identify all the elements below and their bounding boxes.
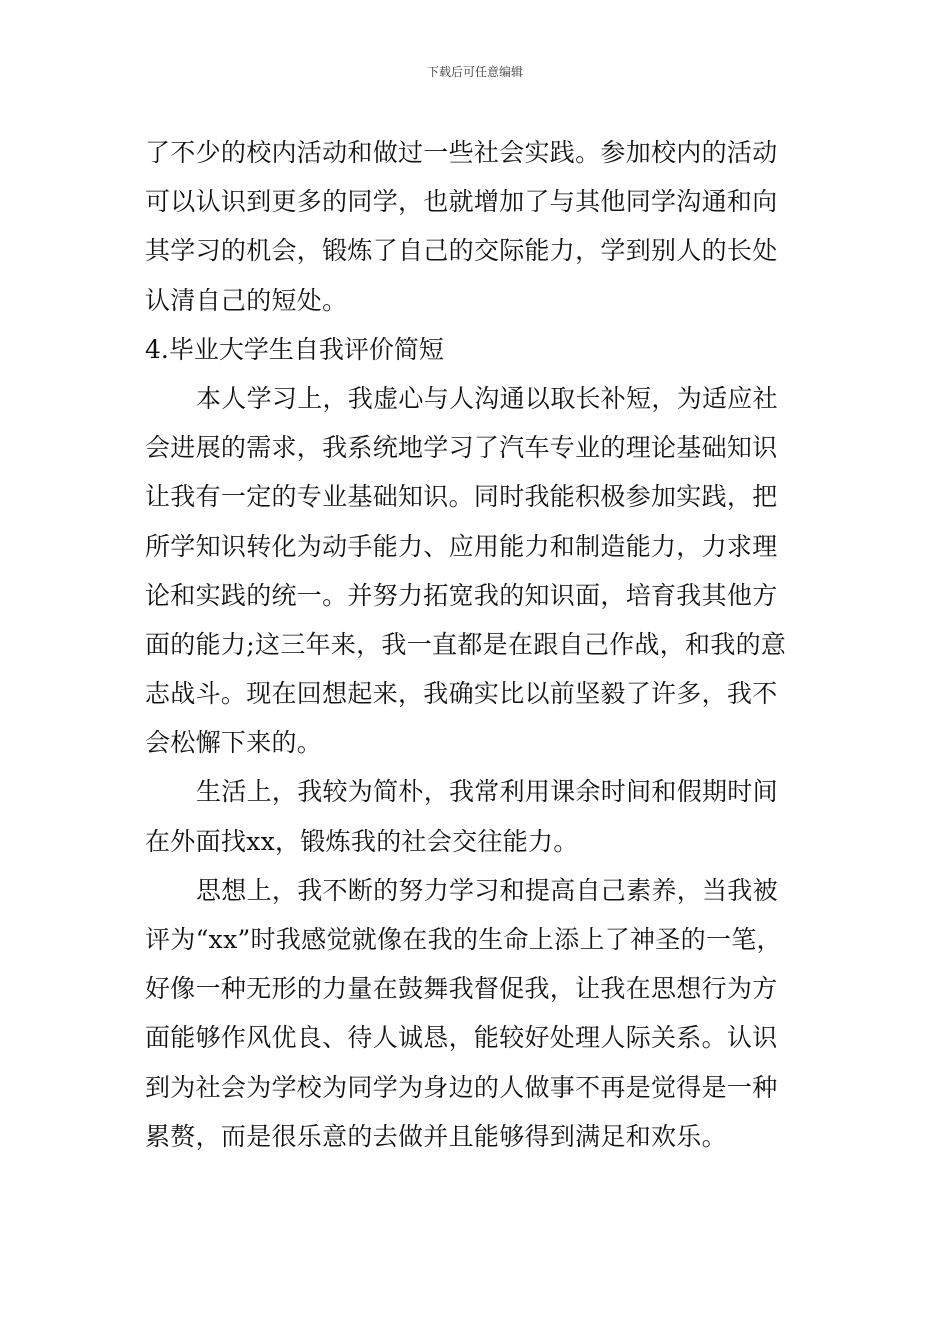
text-line: 累赘，而是很乐意的去做并且能够得到满足和欢乐。 [145, 1121, 727, 1151]
text-line: 到为社会为学校为同学为身边的人做事不再是觉得是一种 [145, 1072, 778, 1102]
text-line: 生活上，我较为简朴，我常利用课余时间和假期时间 [196, 777, 778, 807]
text-line: 志战斗。现在回想起来，我确实比以前坚毅了许多，我不 [145, 679, 778, 709]
text-line: 可以认识到更多的同学，也就增加了与其他同学沟通和向 [145, 187, 778, 217]
text-line: 让我有一定的专业基础知识。同时我能积极参加实践，把 [145, 482, 778, 512]
document-body [145, 128, 817, 1161]
section-heading: 4.毕业大学生自我评价简短 [145, 334, 444, 364]
text-line: 面的能力;这三年来，我一直都是在跟自己作战，和我的意 [145, 629, 787, 659]
text-line: 认清自己的短处。 [145, 285, 348, 315]
text-line: 会进展的需求，我系统地学习了汽车专业的理论基础知识 [145, 433, 778, 463]
text-line: 在外面找xx，锻炼我的社会交往能力。 [145, 826, 579, 856]
text-line: 评为“xx”时我感觉就像在我的生命上添上了神圣的一笔， [145, 925, 782, 954]
text-line: 面能够作风优良、待人诚恳，能较好处理人际关系。认识 [145, 1023, 778, 1053]
text-line: 论和实践的统一。并努力拓宽我的知识面，培育我其他方 [145, 580, 778, 610]
text-line: 了不少的校内活动和做过一些社会实践。参加校内的活动 [145, 138, 778, 167]
text-line: 其学习的机会，锻炼了自己的交际能力，学到别人的长处 [145, 236, 778, 266]
text-line: 所学知识转化为动手能力、应用能力和制造能力，力求理 [145, 531, 778, 561]
text-line: 好像一种无形的力量在鼓舞我督促我，让我在思想行为方 [145, 974, 778, 1004]
page-header: 下载后可任意编辑 [426, 65, 523, 79]
text-line: 本人学习上，我虚心与人沟通以取长补短，为适应社 [196, 383, 778, 413]
text-line: 思想上，我不断的努力学习和提高自己素养，当我被 [196, 875, 778, 905]
text-line: 会松懈下来的。 [145, 728, 323, 758]
